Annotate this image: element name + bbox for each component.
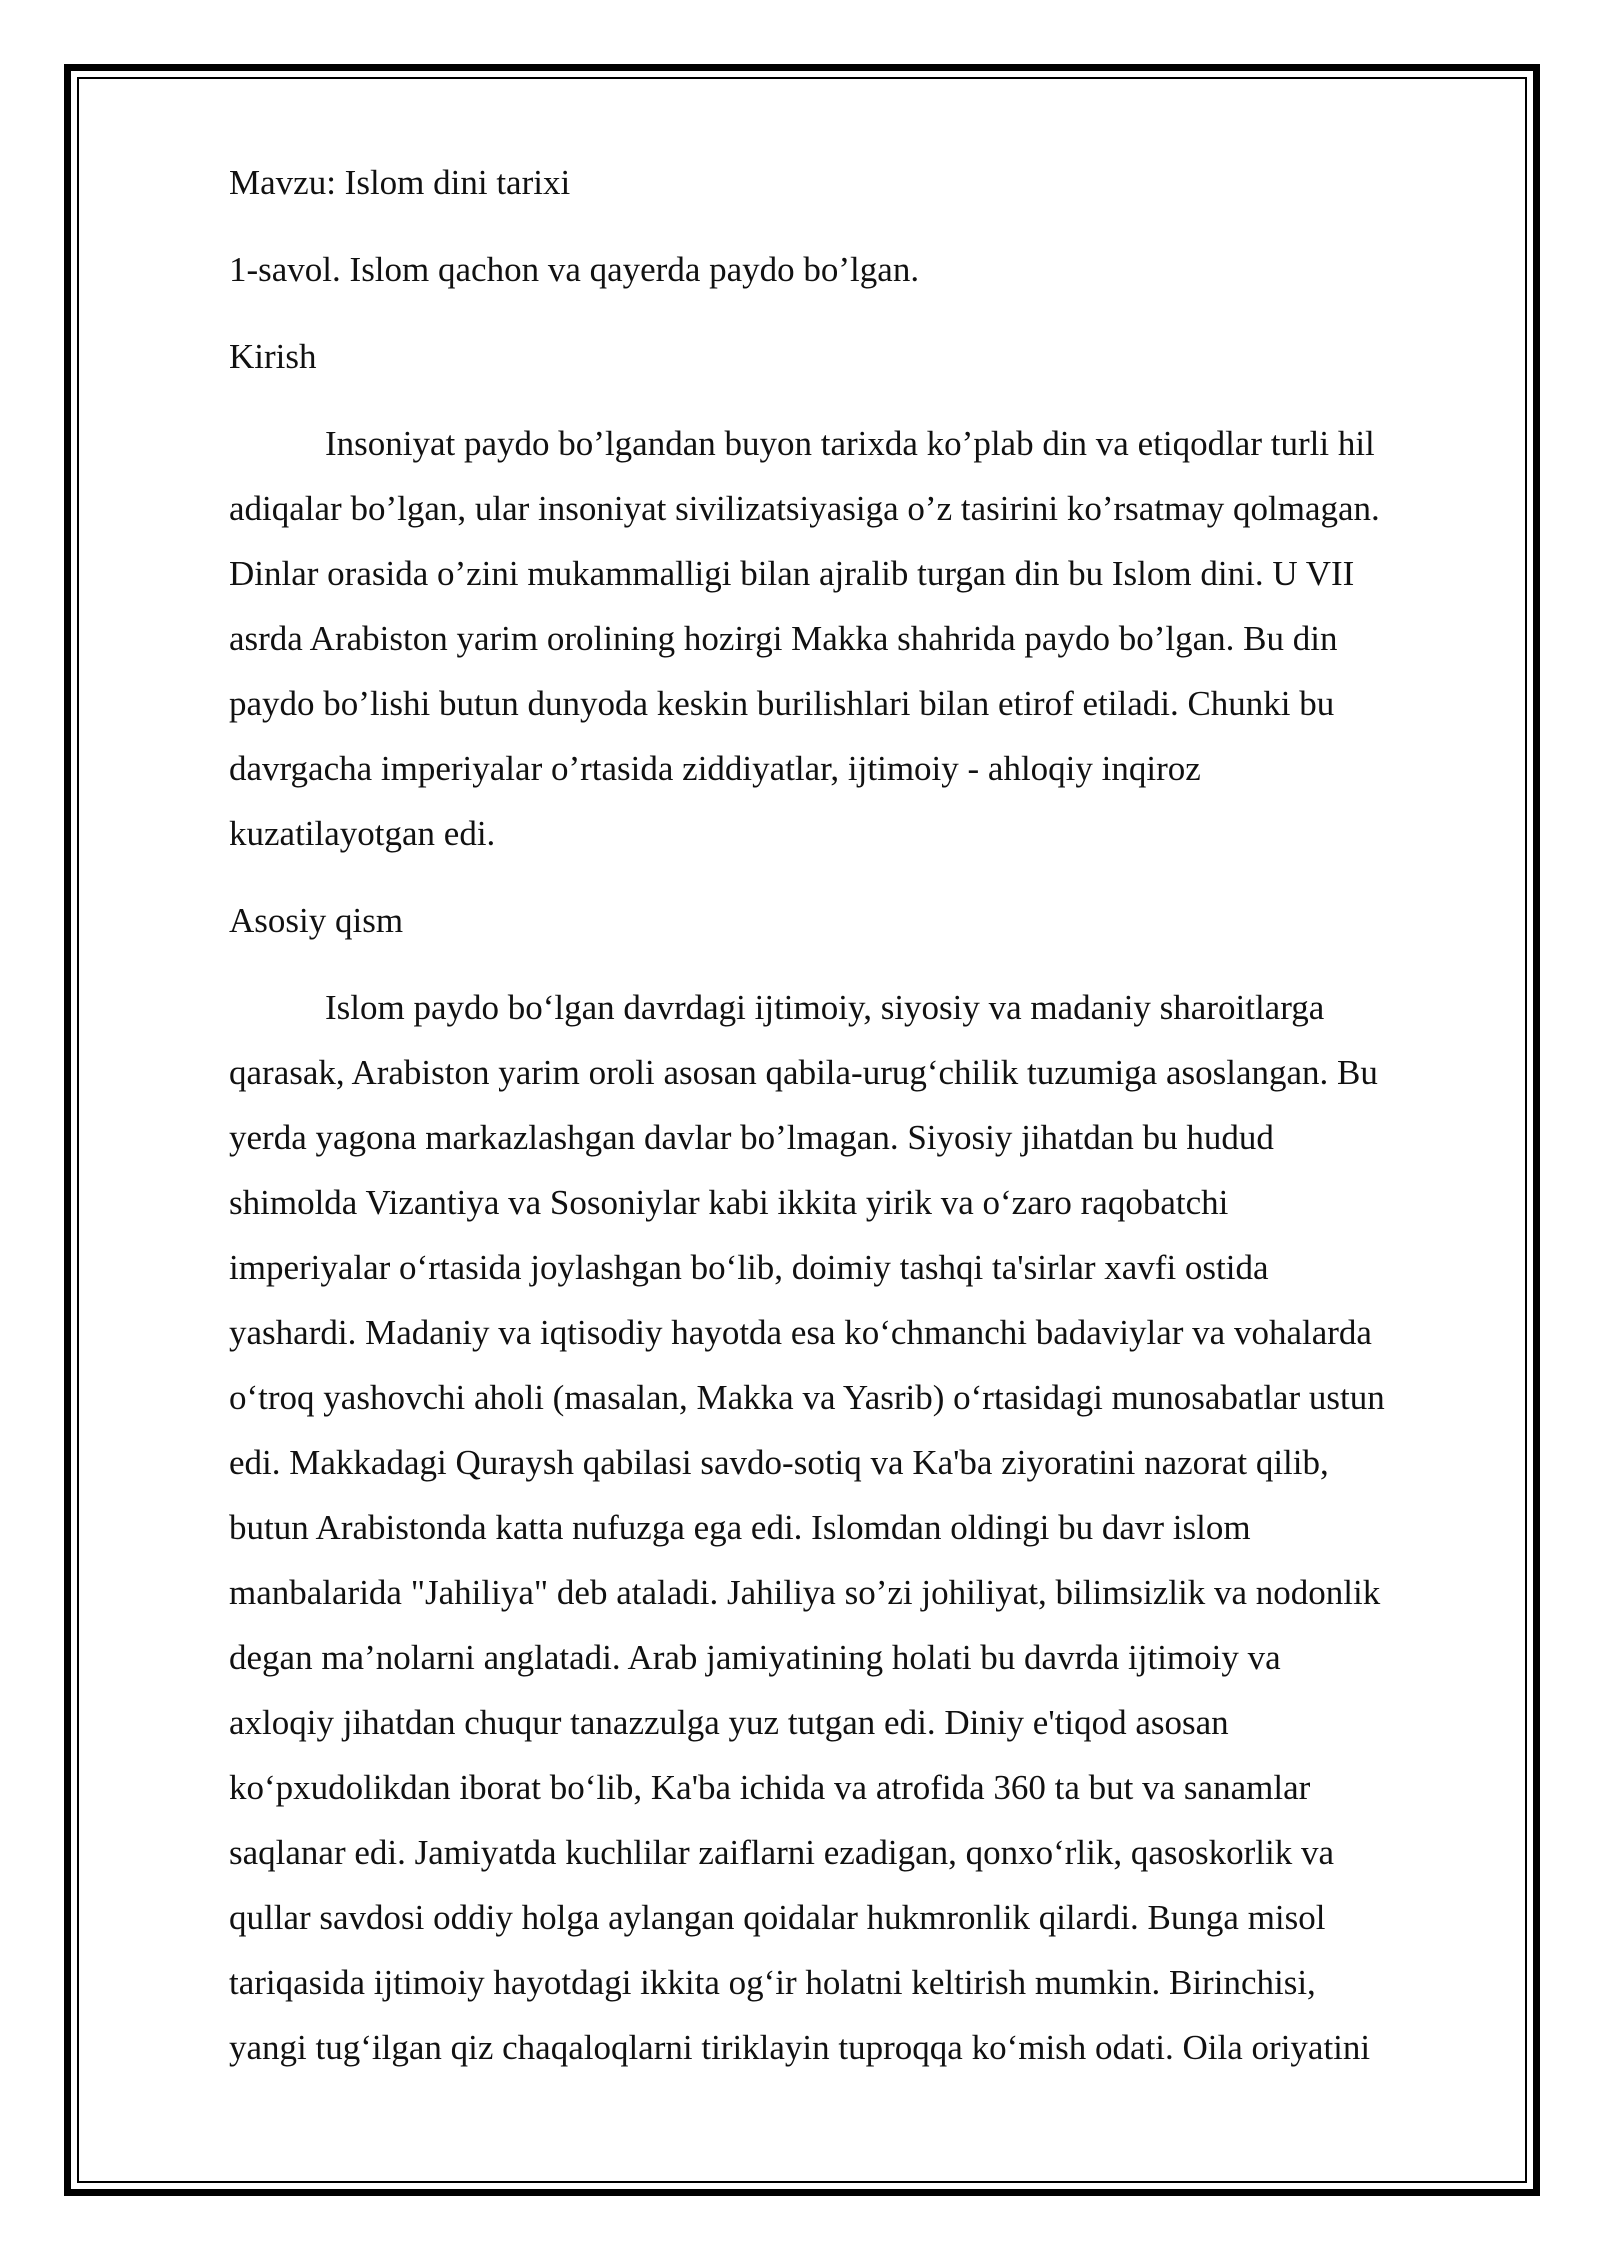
- paragraph-line: degan ma’nolarni anglatadi. Arab jamiyatining holati bu davrda ijtimoiy va: [229, 1638, 1281, 1677]
- paragraph-line: qarasak, Arabiston yarim oroli asosan qabila-urug‘chilik tuzumiga asoslangan. Bu: [229, 1053, 1378, 1092]
- topic-title: Mavzu: Islom dini tarixi: [229, 163, 571, 202]
- main-heading: Asosiy qism: [229, 901, 404, 940]
- paragraph-line: manbalarida "Jahiliya" deb ataladi. Jahiliya so’zi johiliyat, bilimsizlik va nodonlik: [229, 1573, 1381, 1612]
- document-body: [229, 150, 1489, 2102]
- intro-paragraph: [229, 411, 1489, 866]
- paragraph-line: ko‘pxudolikdan iborat bo‘lib, Ka'ba ichida va atrofida 360 ta but va sanamlar: [229, 1768, 1311, 1807]
- question-title: 1-savol. Islom qachon va qayerda paydo bo’lgan.: [229, 250, 920, 289]
- paragraph-line: edi. Makkadagi Quraysh qabilasi savdo-sotiq va Ka'ba ziyoratini nazorat qilib,: [229, 1443, 1329, 1482]
- paragraph-line: yerda yagona markazlashgan davlar bo’lmagan. Siyosiy jihatdan bu hudud: [229, 1118, 1274, 1157]
- paragraph-line: qullar savdosi oddiy holga aylangan qoidalar hukmronlik qilardi. Bunga misol: [229, 1898, 1326, 1937]
- paragraph-line: paydo bo’lishi butun dunyoda keskin burilishlari bilan etirof etiladi. Chunki bu: [229, 684, 1335, 723]
- paragraph-line: shimolda Vizantiya va Sosoniylar kabi ikkita yirik va o‘zaro raqobatchi: [229, 1183, 1229, 1222]
- paragraph-line: imperiyalar o‘rtasida joylashgan bo‘lib, doimiy tashqi ta'sirlar xavfi ostida: [229, 1248, 1269, 1287]
- paragraph-line: davrgacha imperiyalar o’rtasida ziddiyatlar, ijtimoiy - ahloqiy inqiroz: [229, 749, 1201, 788]
- paragraph-line: yangi tug‘ilgan qiz chaqaloqlarni tiriklayin tuproqqa ko‘mish odati. Oila oriyatini: [229, 2028, 1371, 2067]
- paragraph-line: saqlanar edi. Jamiyatda kuchlilar zaiflarni ezadigan, qonxo‘rlik, qasoskorlik va: [229, 1833, 1335, 1872]
- paragraph-line: yashardi. Madaniy va iqtisodiy hayotda esa ko‘chmanchi badaviylar va vohalarda: [229, 1313, 1372, 1352]
- paragraph-line: tariqasida ijtimoiy hayotdagi ikkita og‘ir holatni keltirish mumkin. Birinchisi,: [229, 1963, 1316, 2002]
- paragraph-line: Islom paydo bo‘lgan davrdagi ijtimoiy, siyosiy va madaniy sharoitlarga: [325, 988, 1325, 1027]
- paragraph-line: kuzatilayotgan edi.: [229, 814, 496, 853]
- intro-heading: Kirish: [229, 337, 317, 376]
- paragraph-line: asrda Arabiston yarim orolining hozirgi Makka shahrida paydo bo’lgan. Bu din: [229, 619, 1338, 658]
- paragraph-line: Dinlar orasida o’zini mukammalligi bilan ajralib turgan din bu Islom dini. U VII: [229, 554, 1355, 593]
- paragraph-line: butun Arabistonda katta nufuzga ega edi. Islomdan oldingi bu davr islom: [229, 1508, 1251, 1547]
- paragraph-line: o‘troq yashovchi aholi (masalan, Makka va Yasrib) o‘rtasidagi munosabatlar ustun: [229, 1378, 1385, 1417]
- paragraph-line: axloqiy jihatdan chuqur tanazzulga yuz tutgan edi. Diniy e'tiqod asosan: [229, 1703, 1229, 1742]
- main-paragraph: [229, 975, 1489, 2080]
- paragraph-line: adiqalar bo’lgan, ular insoniyat sivilizatsiyasiga o’z tasirini ko’rsatmay qolmagan.: [229, 489, 1380, 528]
- paragraph-line: Insoniyat paydo bo’lgandan buyon tarixda ko’plab din va etiqodlar turli hil: [325, 424, 1375, 463]
